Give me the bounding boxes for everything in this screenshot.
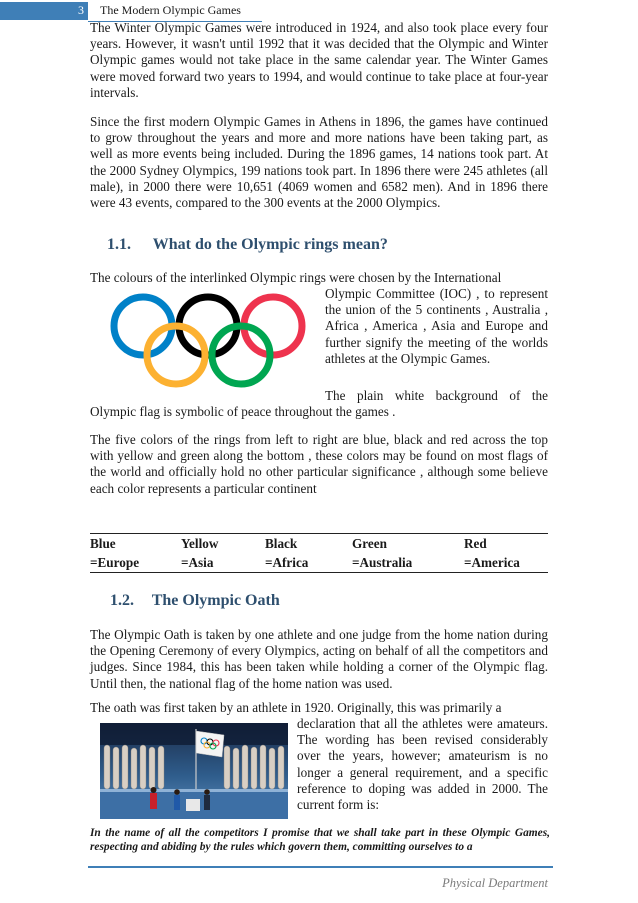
footer-department: Physical Department xyxy=(442,876,548,890)
table-cell: Yellow xyxy=(181,536,219,551)
table-cell: =America xyxy=(464,555,520,570)
table-cell: =Europe xyxy=(90,555,140,570)
page-number: 3 xyxy=(78,3,84,17)
growth-paragraph-block xyxy=(90,114,548,211)
table-row xyxy=(90,534,548,554)
table-cell: Red xyxy=(464,536,487,551)
olympic-rings-image xyxy=(104,291,314,391)
table-cell: Black xyxy=(265,536,298,551)
rings-side-text-2: The plain white background of the xyxy=(325,388,548,403)
table-cell: =Asia xyxy=(181,555,214,570)
oath-side-text: declaration that all the athletes were amateurs. The wording has been revised considerably over the years, however; amateurism is no longer a general requirement, and a specific reference to doping was added in 2000. The current form is: xyxy=(297,716,548,813)
rings-side-text-block xyxy=(325,286,548,367)
rings-intro-block xyxy=(90,270,548,286)
table-cell: Blue xyxy=(90,536,116,551)
flag-peace-line: Olympic flag is symbolic of peace throughout the games . xyxy=(90,404,396,419)
header-title: The Modern Olympic Games xyxy=(100,3,241,17)
page-header xyxy=(0,2,262,20)
oath-side-text-block xyxy=(297,716,548,813)
winter-games-paragraph-block xyxy=(90,20,548,101)
section-title: What do the Olympic rings mean? xyxy=(152,236,388,253)
section-number: 1.2. xyxy=(110,592,134,609)
color-continent-table xyxy=(90,533,548,573)
oath-paragraph-1-block xyxy=(90,627,548,692)
five-colors-block xyxy=(90,432,548,497)
table-cell: Green xyxy=(352,536,387,551)
footer-rule xyxy=(88,866,553,868)
table-cell: =Africa xyxy=(265,555,309,570)
oath-paragraph-2-first-line: The oath was first taken by an athlete in 1920. Originally, this was primarily a xyxy=(90,700,502,715)
oath-quote: In the name of all the competitors I promise that we shall take part in these Olympic Games, respecting and abiding by the rules which govern them, committing ourselves to a xyxy=(90,827,550,854)
rings-side-text-2-block xyxy=(325,388,548,404)
oath-paragraph-2-first-block xyxy=(90,700,548,716)
section-title: The Olympic Oath xyxy=(151,592,280,609)
five-colors-paragraph: The five colors of the rings from left to right are blue, black and red across the top with yellow and green along the bottom , these colors may be found on most flags of the world and officially hold no other particular significance , although some believe each color represents a particular continent xyxy=(90,432,548,496)
section-heading-oath xyxy=(110,592,280,610)
flag-peace-block xyxy=(90,404,548,420)
page-number-box xyxy=(0,2,88,20)
table-cell: =Australia xyxy=(352,555,413,570)
growth-paragraph: Since the first modern Olympic Games in Athens in 1896, the games have continued to grow throughout the years and more and more nations have been taking part, as well as more events being included. During the 1896 games, 14 nations took part. At the 2000 Sydney Olympics, 199 nations took part. In 1896 there were 245 athletes (all male), in 2000 there were 10,651 (4069 women and 6582 men). And in 1896 there were 43 events, compared to the 300 events at the 2000 Olympics. xyxy=(90,114,548,211)
rings-intro-line: The colours of the interlinked Olympic rings were chosen by the International xyxy=(90,270,502,285)
rings-side-text: Olympic Committee (IOC) , to represent the union of the 5 continents , Australia , Africa , America , Asia and Europe and further signify the meeting of the worlds athletes at the Olympic Games. xyxy=(325,286,548,366)
winter-games-paragraph: The Winter Olympic Games were introduced in 1924, and also took place every four years. However, it wasn't until 1992 that it was decided that the Olympic and Winter Olympic games would not take place in the same calendar year. The Winter Games were moved forward two years to 1994, and would continue to take place at four-year intervals. xyxy=(90,20,548,100)
table-row xyxy=(90,553,548,573)
section-heading-rings xyxy=(107,236,388,254)
section-number: 1.1. xyxy=(107,236,131,253)
oath-ceremony-photo xyxy=(100,723,288,819)
oath-paragraph-1: The Olympic Oath is taken by one athlete and one judge from the home nation during the Opening Ceremony of every Olympics, acting on behalf of all the competitors and judges. Since 1984, this has been taken while holding a corner of the Olympic flag. Until then, the national flag of the home nation was used. xyxy=(90,627,548,691)
